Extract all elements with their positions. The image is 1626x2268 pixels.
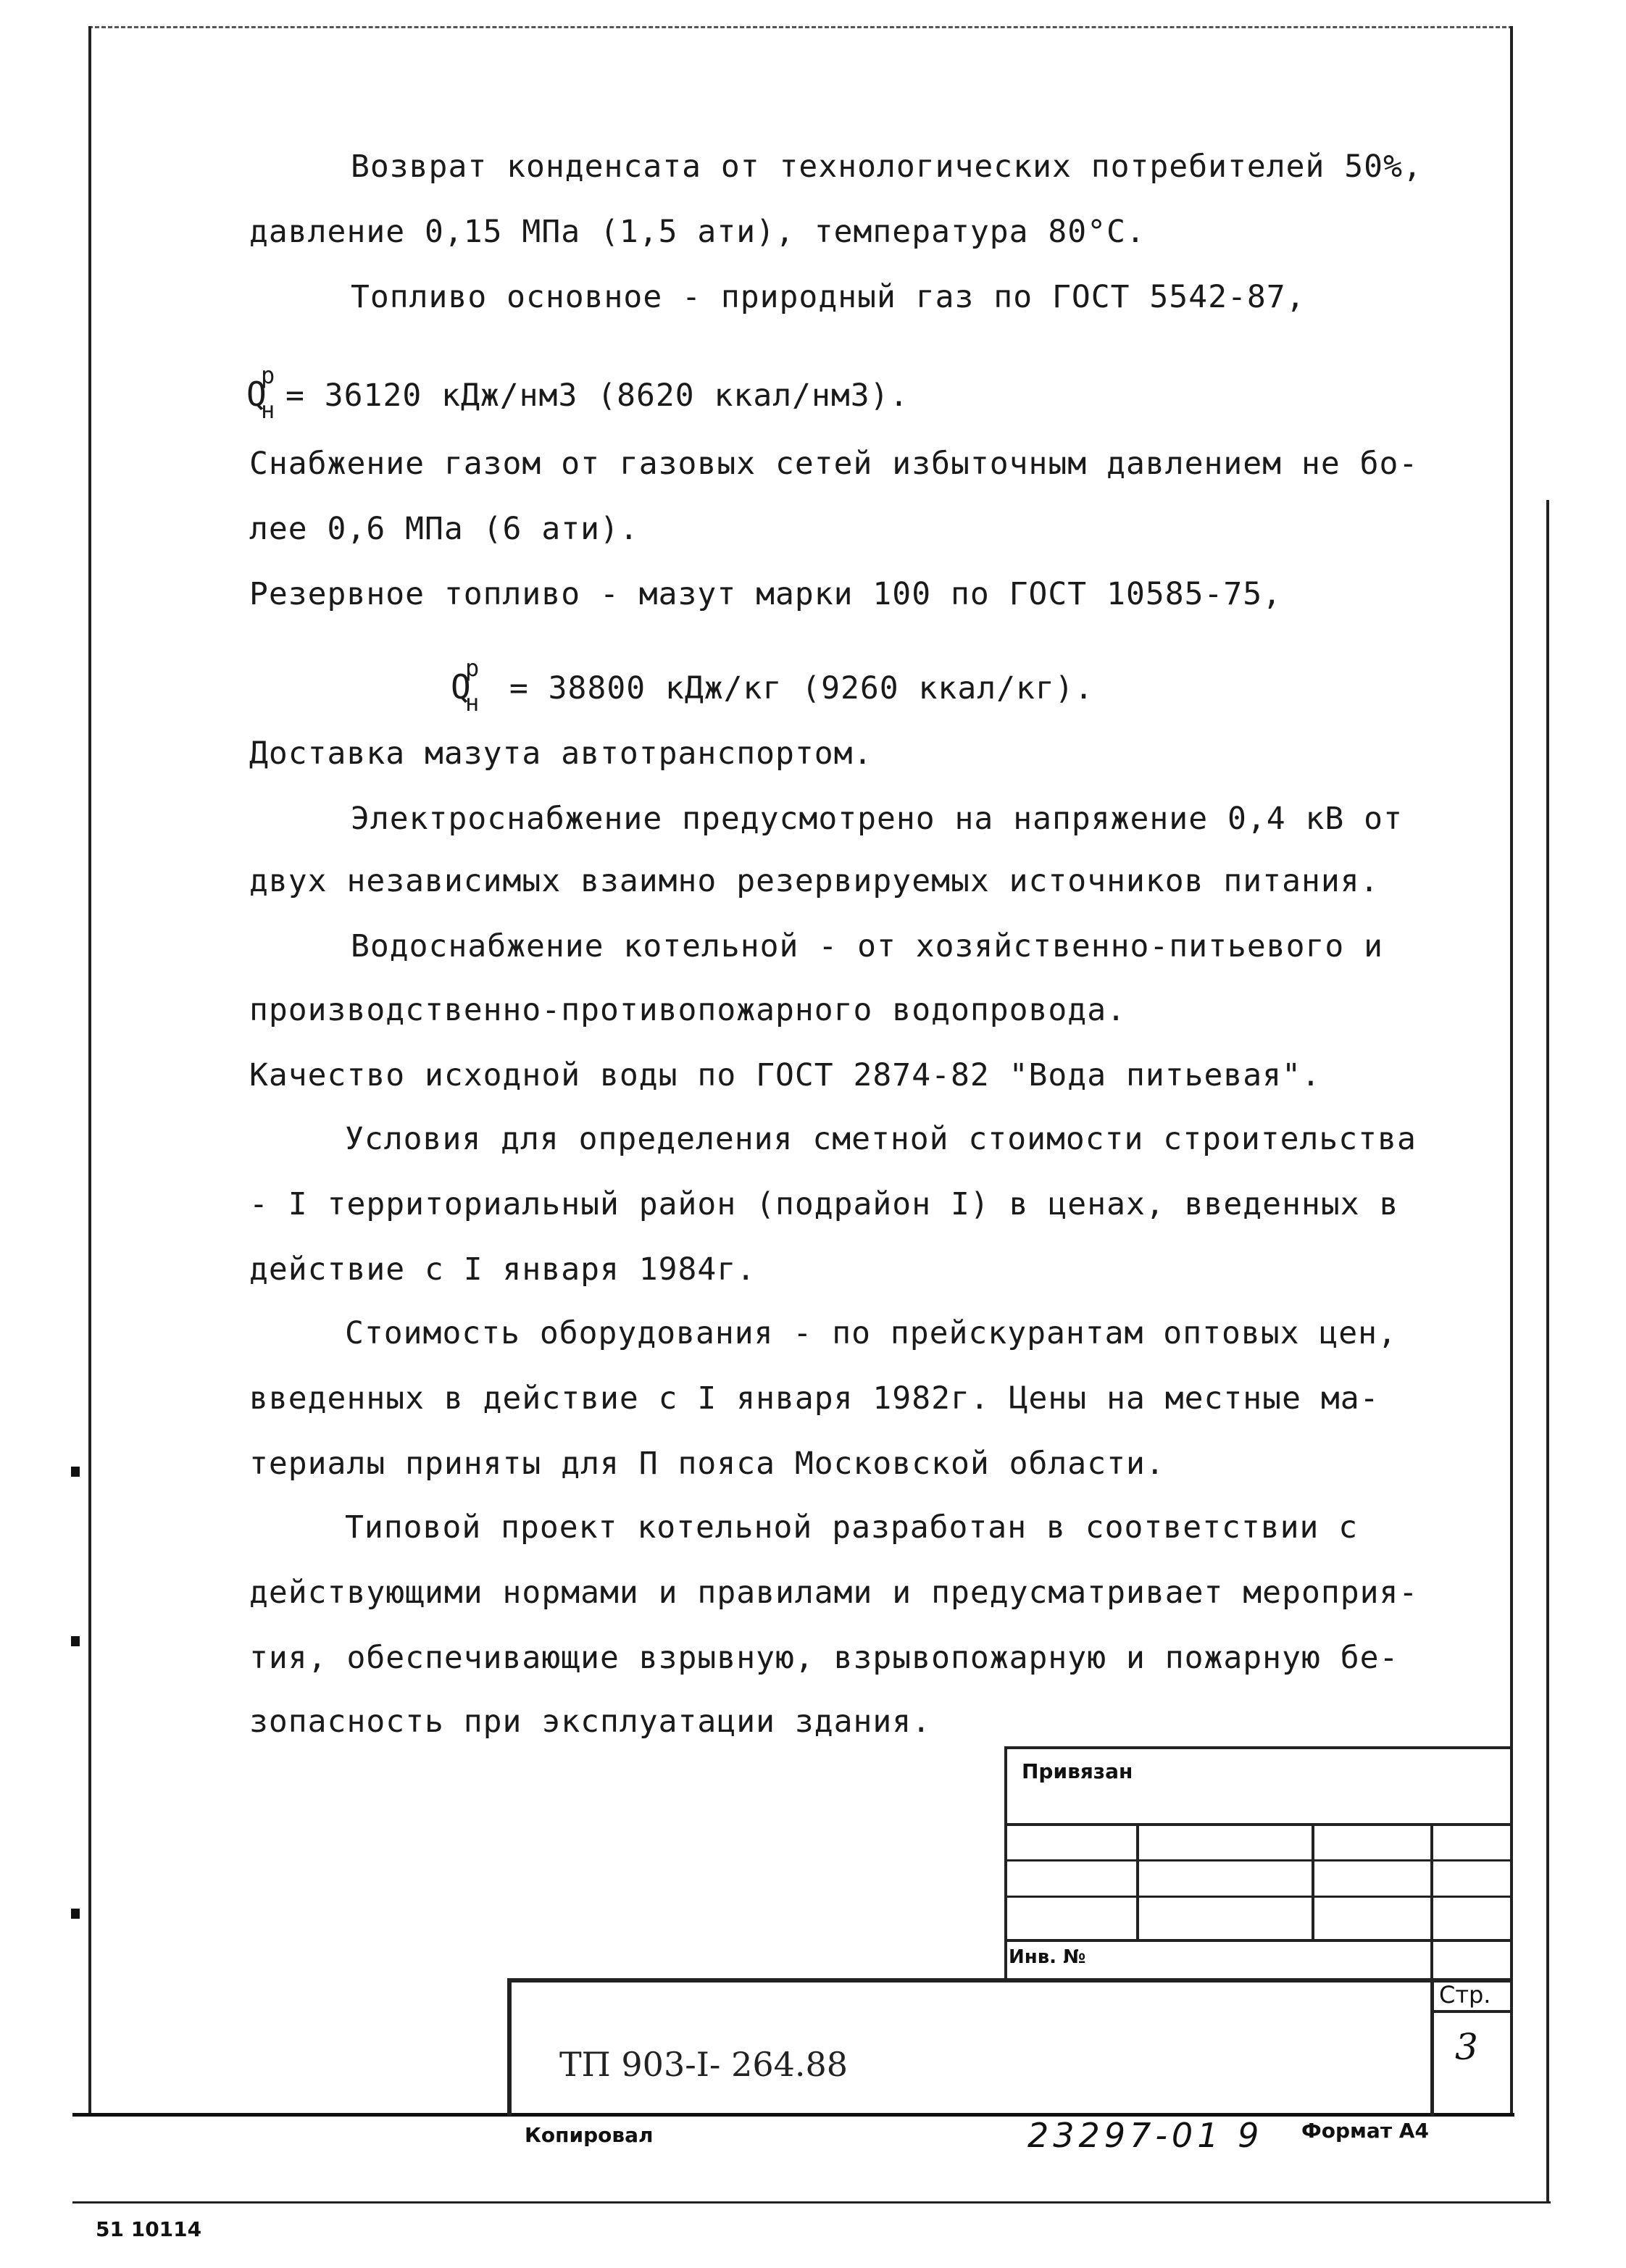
- text-line: лее 0,6 МПа (6 ати).: [249, 511, 639, 547]
- text-line: Электроснабжение предусмотрено на напряжение 0,4 кВ от: [351, 801, 1403, 837]
- text-line: Условия для определения сметной стоимости строительства: [345, 1121, 1417, 1157]
- frame-left-border: [88, 26, 91, 2116]
- formula-symbol: Q: [451, 667, 472, 706]
- formula-eq: =: [509, 670, 529, 706]
- text-line: Возврат конденсата от технологических потребителей 50%,: [351, 149, 1422, 185]
- binding-mark: [71, 1909, 80, 1919]
- text-line: производственно-противопожарного водопровода.: [249, 992, 1126, 1028]
- frame-top-border: [88, 26, 1513, 28]
- formula-symbol: Q: [246, 375, 267, 414]
- page-number: 3: [1455, 2026, 1478, 2068]
- print-code: 51 10114: [96, 2217, 202, 2241]
- text-line: Топливо основное - природный газ по ГОСТ 5542-87,: [351, 279, 1306, 315]
- outer-bottom-line: [72, 2201, 1551, 2204]
- copied-by-label: Копировал: [525, 2123, 654, 2147]
- frame-bottom-border: [72, 2113, 1514, 2117]
- text-line: териалы приняты для П пояса Московской области.: [249, 1446, 1165, 1482]
- stamp-line: [1004, 1896, 1512, 1898]
- formula-gas-heat-value: [246, 362, 909, 424]
- formula-value: 36120 кДж/нм3 (8620 ккал/нм3).: [324, 378, 909, 414]
- text-line: Качество исходной воды по ГОСТ 2874-82 "Вода питьевая".: [249, 1057, 1321, 1093]
- formula-oil-heat-value: [451, 654, 1094, 717]
- format-label: Формат А4: [1301, 2119, 1429, 2143]
- stamp-line: [1136, 1823, 1139, 1940]
- stamp-line: [1004, 1939, 1512, 1942]
- formula-sup: р: [261, 362, 276, 389]
- formula-sub: н: [465, 689, 480, 717]
- inventory-number-label: Инв. №: [1009, 1946, 1086, 1968]
- text-line: двух независимых взаимно резервируемых источников питания.: [249, 863, 1380, 899]
- text-line: Водоснабжение котельной - от хозяйственно-питьевого и: [351, 928, 1384, 964]
- text-line: зопасность при эксплуатации здания.: [249, 1704, 932, 1740]
- stamp-line: [1004, 1746, 1512, 1749]
- handwritten-number: 23297-01 9: [1027, 2116, 1264, 2155]
- text-line: Типовой проект котельной разработан в соответствии с: [345, 1509, 1359, 1546]
- document-code: ТП 903-I- 264.88: [559, 2045, 849, 2084]
- stamp-line: [507, 1978, 1512, 1983]
- text-line: Снабжение газом от газовых сетей избыточным давлением не бо-: [249, 446, 1419, 482]
- page-edge-line: [1546, 500, 1549, 2203]
- formula-sub: н: [261, 396, 276, 424]
- text-line: Доставка мазута автотранспортом.: [249, 735, 873, 772]
- binding-mark: [71, 1636, 80, 1646]
- stamp-line: [1430, 1978, 1434, 2116]
- stamp-line: [1004, 1746, 1007, 1978]
- text-line: - I территориальный район (подрайон I) в ценах, введенных в: [249, 1186, 1399, 1222]
- privyazan-label: Привязан: [1022, 1759, 1133, 1783]
- frame-right-border: [1510, 26, 1513, 2116]
- stamp-line: [507, 1978, 512, 2116]
- formula-eq: =: [285, 378, 305, 414]
- stamp-line: [1004, 1823, 1512, 1826]
- text-line: введенных в действие с I января 1982г. Цены на местные ма-: [249, 1380, 1380, 1417]
- stamp-line: [1312, 1823, 1314, 1940]
- formula-sup: р: [465, 654, 480, 682]
- text-line: действие с I января 1984г.: [249, 1251, 756, 1288]
- text-line: Резервное топливо - мазут марки 100 по ГОСТ 10585-75,: [249, 576, 1283, 612]
- text-line: давление 0,15 МПа (1,5 ати), температура 80°С.: [249, 214, 1146, 250]
- stamp-line: [1430, 2010, 1512, 2013]
- text-line: действующими нормами и правилами и предусматривает мероприя-: [249, 1575, 1419, 1611]
- text-line: тия, обеспечивающие взрывную, взрывопожарную и пожарную бе-: [249, 1640, 1399, 1676]
- stamp-line: [1430, 1823, 1433, 1978]
- formula-value: 38800 кДж/кг (9260 ккал/кг).: [548, 670, 1094, 706]
- page-label: Стр.: [1439, 1981, 1491, 2009]
- binding-mark: [71, 1467, 80, 1477]
- text-line: Стоимость оборудования - по прейскурантам оптовых цен,: [345, 1315, 1397, 1351]
- stamp-line: [1004, 1859, 1512, 1861]
